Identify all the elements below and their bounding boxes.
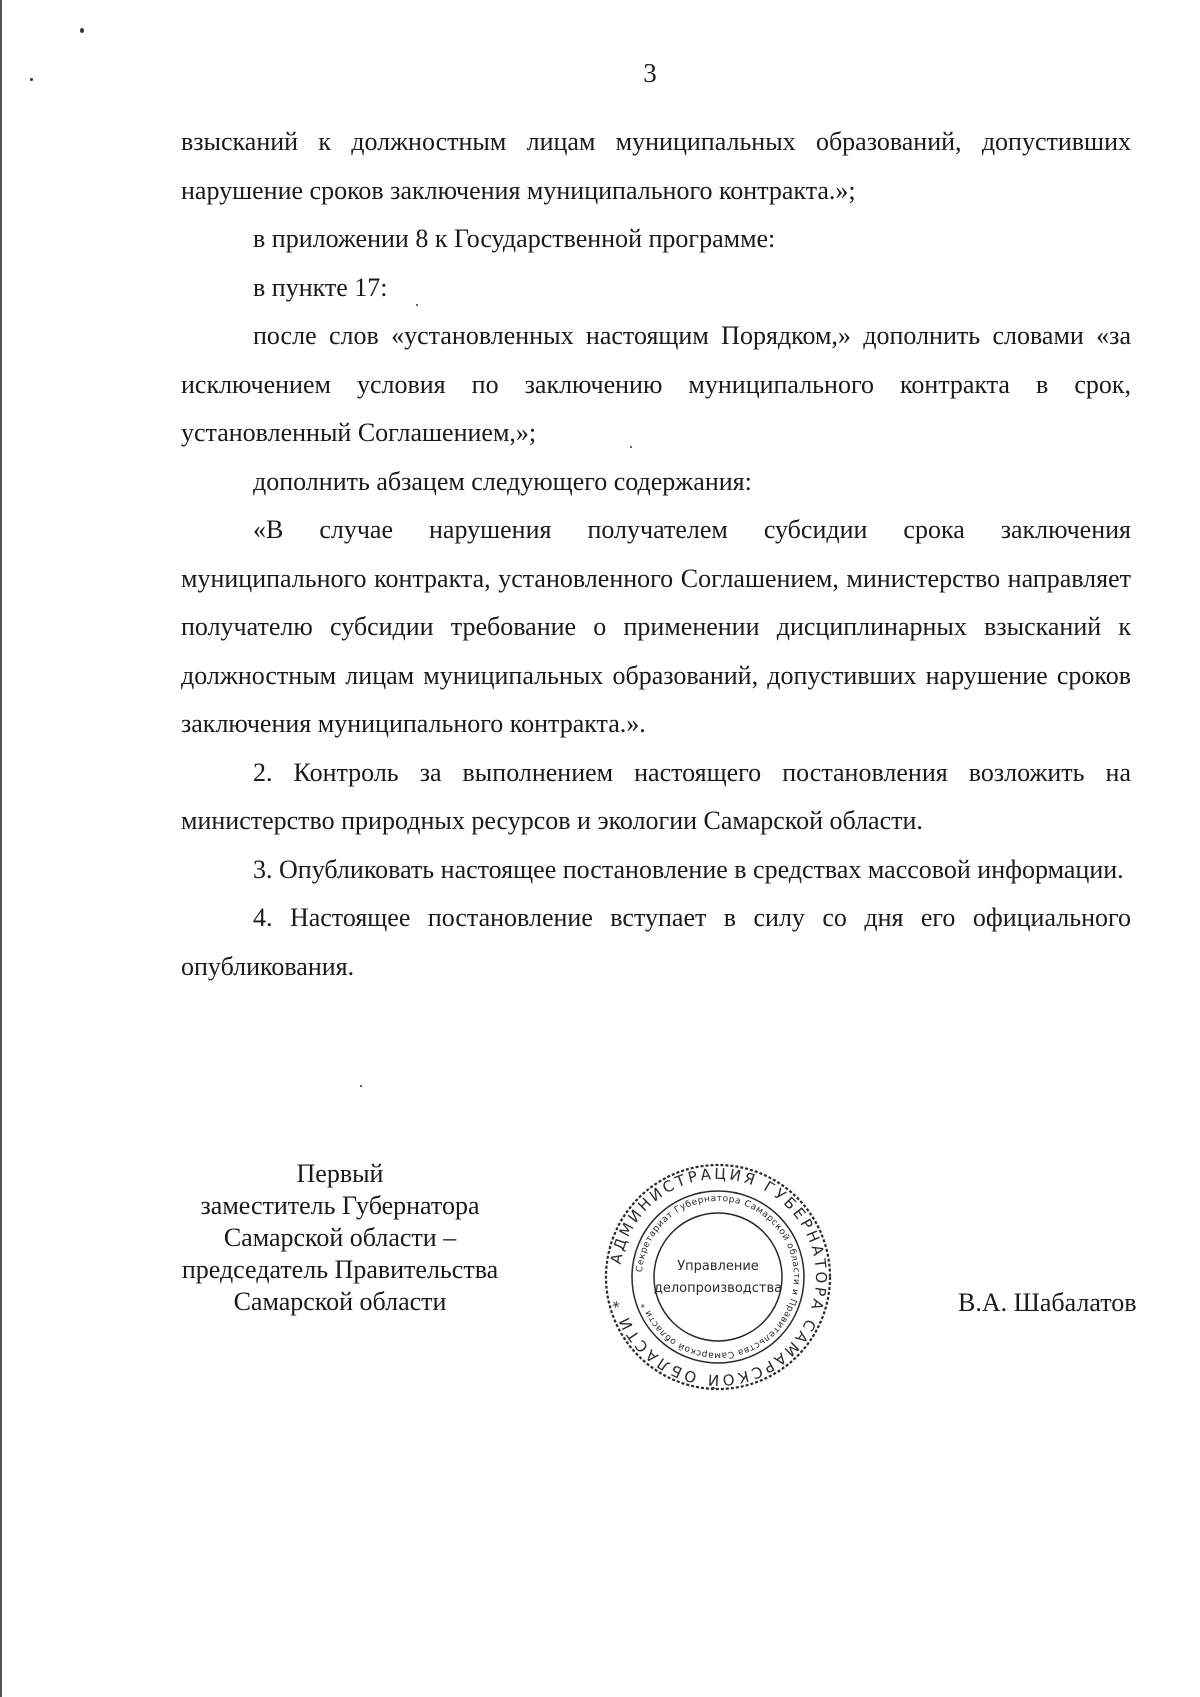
scan-speck xyxy=(80,28,84,33)
paragraph: после слов «установленных настоящим Порядком,» дополнить словами «за исключением условия по заключению муниципального контракта в срок, установленный Соглашением,»; xyxy=(181,321,1131,447)
page-edge-line xyxy=(0,0,2,1697)
seal-inner-ring xyxy=(654,1213,782,1341)
paragraph: 2. Контроль за выполнением настоящего постановления возложить на министерство природных ресурсов и экологии Самарской области. xyxy=(181,757,1131,835)
seal-middle-ring xyxy=(632,1191,804,1363)
paragraph: 3. Опубликовать настоящее постановление в средствах массовой информации. xyxy=(253,854,1124,884)
scan-speck xyxy=(630,446,632,448)
scan-speck xyxy=(416,304,418,306)
seal-center-line: Управление xyxy=(677,1259,759,1274)
signature-title-block xyxy=(150,1158,530,1318)
seal-center-line: делопроизводства xyxy=(653,1281,783,1296)
page-number: 3 xyxy=(643,58,657,88)
signature-title-line: заместитель Губернатора xyxy=(200,1191,480,1220)
seal-outer-text: АДМИНИСТРАЦИЯ ГУБЕРНАТОРА САМАРСКОЙ ОБЛАСТИ * xyxy=(606,1164,831,1390)
signer-name: В.А. Шабалатов xyxy=(958,1288,1137,1317)
paragraph: дополнить абзацем следующего содержания: xyxy=(253,466,752,496)
scan-speck xyxy=(360,1085,362,1087)
official-seal-stamp xyxy=(598,1157,838,1397)
paragraph: 4. Настоящее постановление вступает в силу со дня его официального опубликования. xyxy=(181,903,1131,981)
paragraph: в пункте 17: xyxy=(253,272,388,302)
signature-title-line: председатель Правительства xyxy=(181,1255,499,1284)
signature-title-line: Самарской области xyxy=(233,1287,447,1316)
seal-inner-text: Секретариат Губернатора Самарской области и Правительства Самарской области * xyxy=(635,1193,802,1361)
signature-title-line: Самарской области – xyxy=(223,1223,457,1252)
signature-title-line: Первый xyxy=(296,1159,384,1188)
scan-speck xyxy=(30,78,33,81)
document-body xyxy=(181,118,1131,991)
paragraph: в приложении 8 к Государственной программе: xyxy=(253,224,776,253)
paragraph: «В случае нарушения получателем субсидии срока заключения муниципального контракта, установленного Соглашением, министерство направляет получателю субсидии требование о применении дисциплинарных взысканий к должностным лицам муниципальных образований, допустивших нарушение сроков заключения муниципального контракта.». xyxy=(181,515,1131,738)
paragraph: взысканий к должностным лицам муниципальных образований, допустивших нарушение сроков заключения муниципального контракта.»; xyxy=(181,127,1131,205)
